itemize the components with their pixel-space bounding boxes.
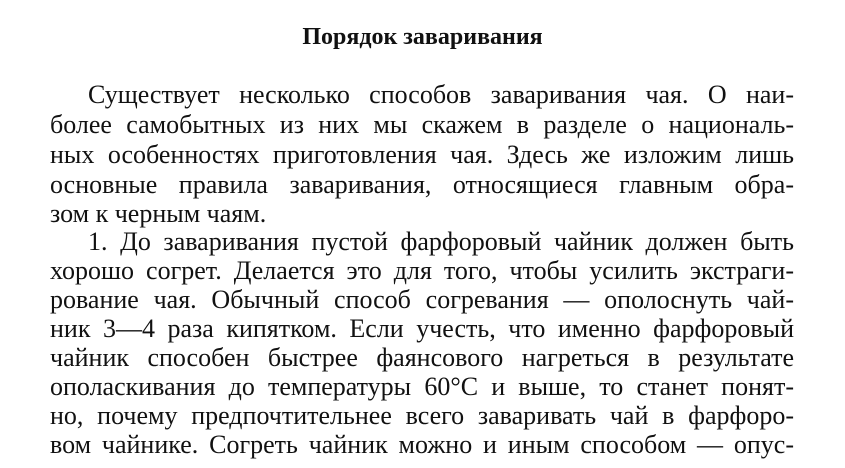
- text-line: основные правила заваривания, относящиеся главным обра-: [50, 170, 794, 199]
- text-line: ник 3—4 раза кипятком. Если учесть, что именно фарфоровый: [50, 314, 794, 343]
- text-line: хорошо согрет. Делается это для того, чтобы усилить экстраги-: [50, 256, 794, 285]
- section-heading: Порядок заваривания: [302, 24, 543, 50]
- text-line: ных особенностях приготовления чая. Здесь же изложим лишь: [50, 140, 794, 169]
- text-line: 1. До заваривания пустой фарфоровый чайник должен быть: [88, 227, 794, 256]
- text-line: чайник способен быстрее фаянсового нагреться в результате: [50, 343, 794, 372]
- text-line: рование чая. Обычный способ согревания — ополоснуть чай-: [50, 285, 794, 314]
- text-line: Существует несколько способов заваривания чая. О наи-: [88, 80, 794, 109]
- text-line: но, почему предпочтительнее всего заваривать чай в фарфоро-: [50, 401, 794, 430]
- text-line: более самобытных из них мы скажем в разделе о националь-: [50, 110, 794, 139]
- text-line: ополаскивания до температуры 60°C и выше, то станет понят-: [50, 372, 794, 401]
- text-line: зом к черным чаям.: [50, 199, 267, 228]
- text-line: вом чайнике. Согреть чайник можно и иным способом — опус-: [50, 430, 794, 459]
